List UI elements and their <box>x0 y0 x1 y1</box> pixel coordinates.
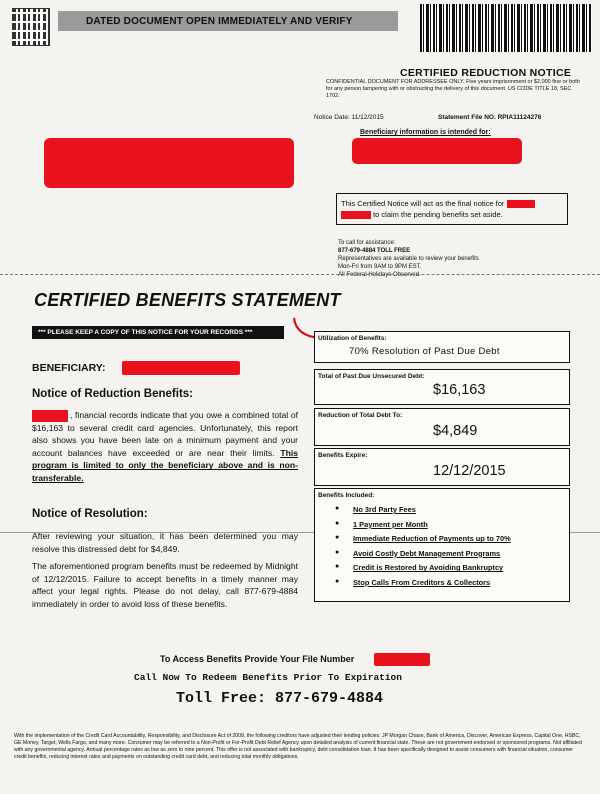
expire-label: Benefits Expire: <box>318 452 368 459</box>
redacted-name-block <box>352 138 522 164</box>
reduction-box <box>314 408 570 446</box>
utilization-value: 70% Resolution of Past Due Debt <box>349 346 500 357</box>
notice-title: CERTIFIED REDUCTION NOTICE <box>400 67 572 79</box>
reduction-value: $4,849 <box>433 423 478 439</box>
redacted-inline <box>507 200 535 208</box>
banner-text: DATED DOCUMENT OPEN IMMEDIATELY AND VERIFY <box>86 16 353 27</box>
total-debt-box <box>314 369 570 405</box>
reduction-p1-underlined: This program is limited to only the beneficiary above and is non-transferable. <box>32 447 298 483</box>
certified-box-line1: This Certified Notice will act as the final notice for <box>341 199 505 208</box>
assistance-block <box>338 239 568 279</box>
assistance-line3: Representatives are available to review your benefits <box>338 256 479 262</box>
assistance-line5: All Federal Holidays Observed. <box>338 272 421 278</box>
total-debt-value: $16,163 <box>433 382 486 398</box>
benefits-list <box>353 505 569 587</box>
benefits-included-box <box>314 488 570 602</box>
reduction-paragraph <box>32 409 298 485</box>
benefit-item: ● Avoid Costly Debt Management Programs <box>353 549 569 558</box>
total-debt-label: Total of Past Due Unsecured Debt: <box>318 373 425 380</box>
benefit-item: ● 1 Payment per Month <box>353 520 569 529</box>
statement-title: CERTIFIED BENEFITS STATEMENT <box>34 290 341 310</box>
beneficiary-intended-label: Beneficiary information is intended for: <box>360 129 491 136</box>
reduction-p1: , financial records indicate that you owe a combined total of $16,163 to several credit card agencies. Unfortunately, this report also shows you have been late on a minimum payment and your account balances have exceeded or are near their limits. <box>32 410 298 458</box>
expire-box <box>314 448 570 486</box>
redacted-beneficiary-name <box>122 361 240 375</box>
barcode-icon <box>420 4 592 52</box>
benefit-item: ● Credit is Restored by Avoiding Bankruptcy <box>353 563 569 572</box>
utilization-box <box>314 331 570 363</box>
certified-box-line2: to claim the pending benefits set aside. <box>373 210 503 219</box>
expire-value: 12/12/2015 <box>433 463 506 479</box>
resolution-p2: The aforementioned program benefits must be redeemed by Midnight of 12/12/2015. Failure to accept benefits in a timely manner may affect your legal rights. Please do not delay, call 877-679-4884 immediately in order to avoid loss of these benefits. <box>32 561 298 609</box>
assistance-line1: To call for assistance: <box>338 240 396 246</box>
fold-line <box>0 274 600 275</box>
banner <box>58 11 398 31</box>
redacted-file-number <box>374 653 430 666</box>
access-benefits-text: To Access Benefits Provide Your File Number <box>160 654 355 664</box>
redacted-address-block <box>44 138 294 188</box>
reduction-label: Reduction of Total Debt To: <box>318 412 403 419</box>
confidential-text: CONFIDENTIAL DOCUMENT FOR ADDRESSEE ONLY. Five years imprisonment or $2,000 fine or both for any person tampering with or obstructing the delivery of this document. US CODE TITLE 18, SEC 1702. <box>326 79 580 99</box>
assistance-line4: Mon-Fri from 9AM to 9PM EST. <box>338 264 422 270</box>
resolution-heading: Notice of Resolution: <box>32 508 148 520</box>
resolution-p1: After reviewing your situation, it has been determined you may resolve this distressed debt for $4,849. <box>32 531 298 554</box>
assistance-phone: 877-679-4884 TOLL FREE <box>338 248 411 254</box>
benefit-item: ● No 3rd Party Fees <box>353 505 569 514</box>
fine-print: With the implementation of the Credit Card Accountability, Responsibility, and Disclosure Act of 2009, the following creditors have adjusted their lending policies: JP Morgan Chase, Bank of America, Discover, American Express, Capital One, HSBC, GE Money, Target, Wells Fargo, and many more. Consumer may be referred to a Non-Profit or For-Profit Debt Relief Agency upon detailed analysis of current financial state. These are not government endorsed or sponsored programs. Not affiliated with any governmental agency. Annual percentage rates as low as zero to nine percent. This offer is not associated with bankruptcy, debt consolidation loan. It has been specifically designed to assist consumers with financial situation, consumer credit benefits, reducing interest rates and payments on outstanding credit card debt, and reducing total monthly obligations. <box>14 733 582 760</box>
reduction-heading: Notice of Reduction Benefits: <box>32 388 194 400</box>
included-label: Benefits Included: <box>318 492 375 499</box>
qr-code-pattern <box>12 8 48 44</box>
call-now-text: Call Now To Redeem Benefits Prior To Expiration <box>134 672 402 683</box>
benefit-item: ● Immediate Reduction of Payments up to 70% <box>353 534 569 543</box>
certified-notice-box <box>336 193 568 225</box>
beneficiary-label: BENEFICIARY: <box>32 362 106 374</box>
benefit-item: ● Stop Calls From Creditors & Collectors <box>353 578 569 587</box>
toll-free-number: Toll Free: 877-679-4884 <box>176 690 384 707</box>
notice-date: Notice Date: 11/12/2015 <box>314 114 384 121</box>
utilization-label: Utilization of Benefits: <box>318 335 387 342</box>
keep-copy-bar: *** PLEASE KEEP A COPY OF THIS NOTICE FOR YOUR RECORDS *** <box>32 326 284 339</box>
redacted-inline <box>341 211 371 219</box>
statement-file-number: Statement File NO. RPIA11124276 <box>438 114 542 121</box>
